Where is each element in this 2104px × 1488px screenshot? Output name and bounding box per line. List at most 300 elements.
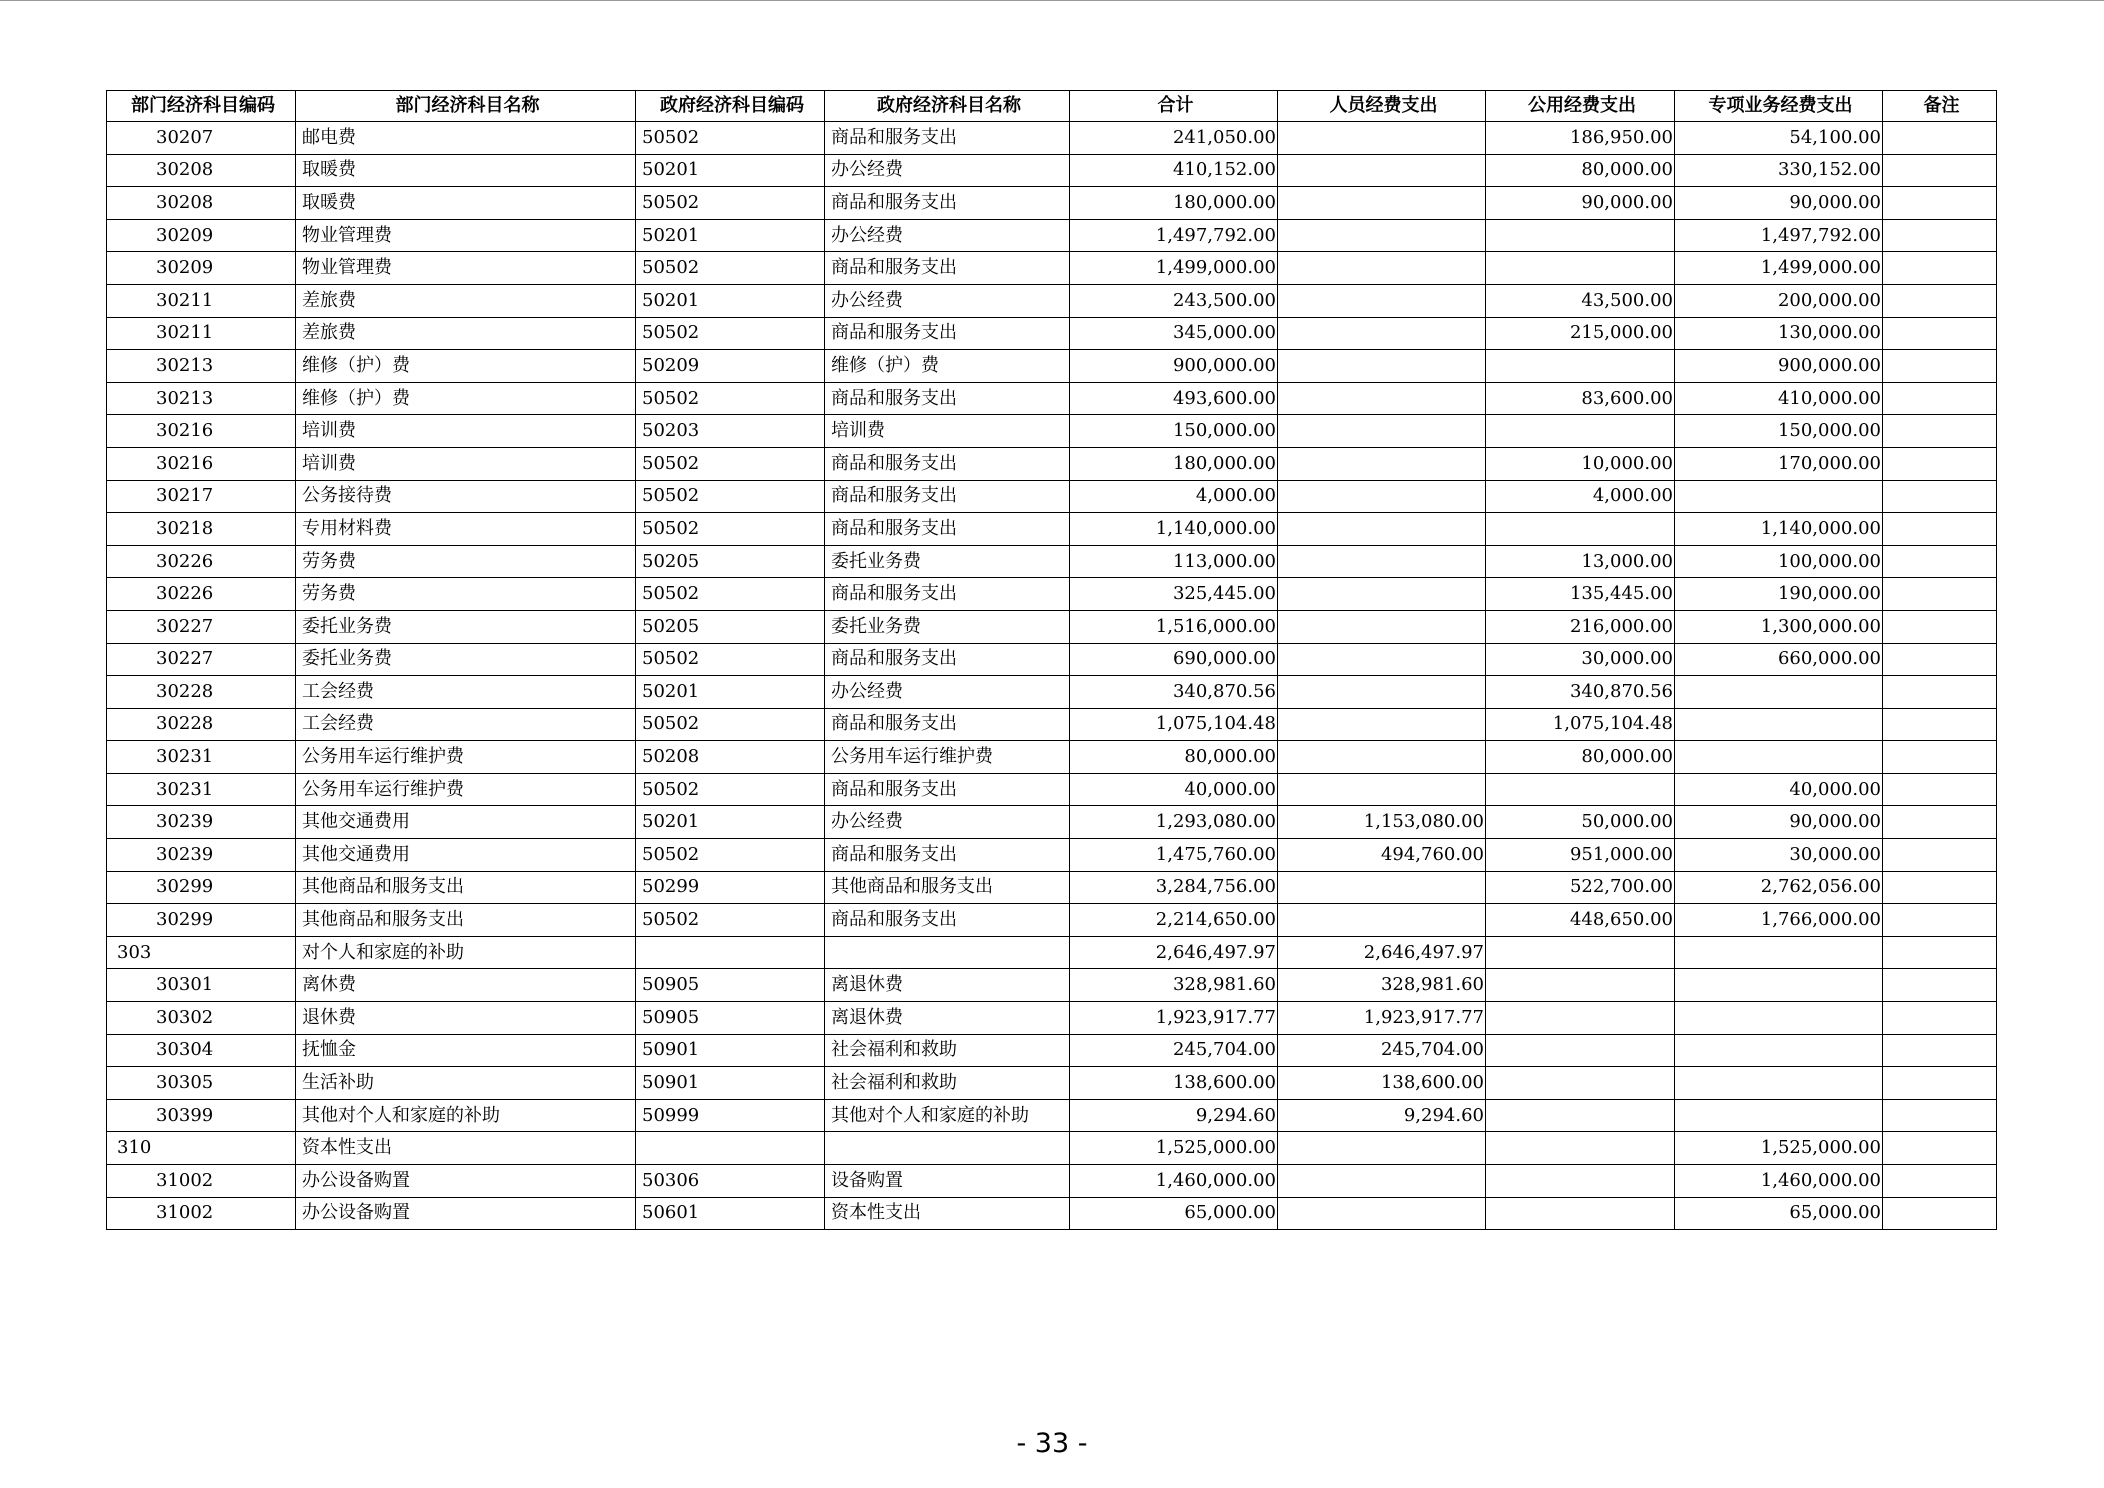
cell-public: 50,000.00 [1486, 806, 1675, 839]
cell-personnel: 1,923,917.77 [1278, 1002, 1486, 1035]
cell-remark [1883, 904, 1997, 937]
cell-special: 1,497,792.00 [1675, 219, 1883, 252]
cell-dept-name: 办公设备购置 [296, 1165, 636, 1198]
table-body [107, 122, 1997, 1230]
cell-remark [1883, 480, 1997, 513]
table-row [107, 415, 1997, 448]
cell-total: 410,152.00 [1070, 154, 1278, 187]
cell-personnel [1278, 447, 1486, 480]
table-row [107, 480, 1997, 513]
cell-dept-code: 30211 [107, 284, 296, 317]
cell-dept-code: 30216 [107, 447, 296, 480]
cell-gov-code: 50208 [636, 741, 825, 774]
cell-dept-name: 差旅费 [296, 317, 636, 350]
cell-public: 186,950.00 [1486, 122, 1675, 155]
cell-public: 135,445.00 [1486, 578, 1675, 611]
cell-dept-code: 310 [107, 1132, 296, 1165]
cell-public: 90,000.00 [1486, 187, 1675, 220]
cell-special: 1,499,000.00 [1675, 252, 1883, 285]
cell-special: 100,000.00 [1675, 545, 1883, 578]
cell-dept-name: 其他商品和服务支出 [296, 871, 636, 904]
cell-personnel [1278, 741, 1486, 774]
cell-personnel: 138,600.00 [1278, 1067, 1486, 1100]
cell-personnel: 328,981.60 [1278, 969, 1486, 1002]
cell-gov-code: 50299 [636, 871, 825, 904]
cell-personnel [1278, 122, 1486, 155]
table-row [107, 447, 1997, 480]
cell-remark [1883, 252, 1997, 285]
cell-gov-code: 50201 [636, 806, 825, 839]
cell-dept-code: 30239 [107, 806, 296, 839]
cell-personnel [1278, 610, 1486, 643]
header-remark: 备注 [1883, 91, 1997, 122]
cell-remark [1883, 676, 1997, 709]
cell-dept-name: 其他对个人和家庭的补助 [296, 1099, 636, 1132]
cell-gov-name: 商品和服务支出 [825, 578, 1070, 611]
table-row [107, 773, 1997, 806]
cell-dept-name: 公务用车运行维护费 [296, 741, 636, 774]
cell-special: 1,525,000.00 [1675, 1132, 1883, 1165]
cell-gov-name: 商品和服务支出 [825, 708, 1070, 741]
cell-public [1486, 513, 1675, 546]
cell-personnel [1278, 415, 1486, 448]
cell-public [1486, 1132, 1675, 1165]
cell-dept-code: 30213 [107, 350, 296, 383]
cell-dept-code: 30299 [107, 904, 296, 937]
cell-remark [1883, 415, 1997, 448]
table-row [107, 610, 1997, 643]
cell-gov-code: 50502 [636, 187, 825, 220]
header-dept-code: 部门经济科目编码 [107, 91, 296, 122]
cell-dept-code: 30227 [107, 610, 296, 643]
cell-gov-name: 商品和服务支出 [825, 773, 1070, 806]
cell-dept-code: 31002 [107, 1197, 296, 1230]
cell-special [1675, 936, 1883, 969]
cell-total: 2,646,497.97 [1070, 936, 1278, 969]
cell-remark [1883, 1002, 1997, 1035]
table-row [107, 936, 1997, 969]
cell-remark [1883, 741, 1997, 774]
cell-special [1675, 1099, 1883, 1132]
cell-special: 30,000.00 [1675, 839, 1883, 872]
cell-gov-code: 50502 [636, 382, 825, 415]
table-row [107, 806, 1997, 839]
cell-total: 3,284,756.00 [1070, 871, 1278, 904]
cell-total: 1,475,760.00 [1070, 839, 1278, 872]
cell-dept-name: 劳务费 [296, 545, 636, 578]
cell-gov-code: 50502 [636, 578, 825, 611]
cell-special: 150,000.00 [1675, 415, 1883, 448]
table-row [107, 513, 1997, 546]
cell-dept-code: 30231 [107, 741, 296, 774]
cell-gov-code: 50209 [636, 350, 825, 383]
cell-remark [1883, 187, 1997, 220]
cell-gov-name: 维修（护）费 [825, 350, 1070, 383]
cell-gov-code: 50601 [636, 1197, 825, 1230]
table-row [107, 871, 1997, 904]
cell-personnel [1278, 773, 1486, 806]
cell-gov-code: 50502 [636, 513, 825, 546]
cell-public: 43,500.00 [1486, 284, 1675, 317]
cell-gov-code: 50502 [636, 122, 825, 155]
cell-remark [1883, 708, 1997, 741]
table-row [107, 545, 1997, 578]
cell-gov-name: 商品和服务支出 [825, 839, 1070, 872]
cell-public [1486, 415, 1675, 448]
cell-total: 4,000.00 [1070, 480, 1278, 513]
cell-special [1675, 1067, 1883, 1100]
cell-public [1486, 1067, 1675, 1100]
cell-gov-name: 商品和服务支出 [825, 382, 1070, 415]
cell-remark [1883, 773, 1997, 806]
table-row [107, 219, 1997, 252]
cell-dept-name: 其他交通费用 [296, 839, 636, 872]
table-row [107, 904, 1997, 937]
header-personnel: 人员经费支出 [1278, 91, 1486, 122]
cell-dept-name: 差旅费 [296, 284, 636, 317]
table-row [107, 382, 1997, 415]
cell-gov-name: 公务用车运行维护费 [825, 741, 1070, 774]
cell-remark [1883, 1099, 1997, 1132]
cell-gov-name: 办公经费 [825, 219, 1070, 252]
cell-remark [1883, 1067, 1997, 1100]
cell-personnel [1278, 1132, 1486, 1165]
cell-public [1486, 773, 1675, 806]
cell-remark [1883, 513, 1997, 546]
table-row [107, 578, 1997, 611]
cell-remark [1883, 1197, 1997, 1230]
cell-special: 65,000.00 [1675, 1197, 1883, 1230]
cell-dept-code: 30217 [107, 480, 296, 513]
cell-total: 40,000.00 [1070, 773, 1278, 806]
cell-dept-name: 取暖费 [296, 154, 636, 187]
cell-special: 330,152.00 [1675, 154, 1883, 187]
cell-dept-name: 物业管理费 [296, 219, 636, 252]
cell-gov-name: 培训费 [825, 415, 1070, 448]
cell-special: 40,000.00 [1675, 773, 1883, 806]
cell-public: 215,000.00 [1486, 317, 1675, 350]
cell-personnel [1278, 382, 1486, 415]
cell-gov-code: 50502 [636, 252, 825, 285]
cell-dept-code: 30213 [107, 382, 296, 415]
table-row [107, 643, 1997, 676]
cell-special [1675, 708, 1883, 741]
cell-special: 130,000.00 [1675, 317, 1883, 350]
cell-gov-name: 离退休费 [825, 969, 1070, 1002]
cell-gov-name: 商品和服务支出 [825, 122, 1070, 155]
budget-table-container [106, 90, 1996, 1230]
cell-personnel [1278, 578, 1486, 611]
cell-dept-code: 30208 [107, 187, 296, 220]
cell-dept-code: 30218 [107, 513, 296, 546]
cell-gov-code: 50502 [636, 708, 825, 741]
top-border-line [0, 0, 2104, 1]
cell-gov-name: 社会福利和救助 [825, 1067, 1070, 1100]
cell-public: 13,000.00 [1486, 545, 1675, 578]
cell-special [1675, 1034, 1883, 1067]
cell-total: 1,499,000.00 [1070, 252, 1278, 285]
cell-public [1486, 1002, 1675, 1035]
cell-dept-code: 30231 [107, 773, 296, 806]
cell-gov-code: 50201 [636, 676, 825, 709]
cell-total: 1,140,000.00 [1070, 513, 1278, 546]
cell-gov-code: 50205 [636, 610, 825, 643]
cell-public: 80,000.00 [1486, 741, 1675, 774]
cell-gov-name: 离退休费 [825, 1002, 1070, 1035]
cell-gov-name: 办公经费 [825, 806, 1070, 839]
cell-dept-name: 劳务费 [296, 578, 636, 611]
cell-personnel [1278, 284, 1486, 317]
cell-total: 1,516,000.00 [1070, 610, 1278, 643]
cell-gov-code: 50201 [636, 284, 825, 317]
cell-total: 9,294.60 [1070, 1099, 1278, 1132]
cell-remark [1883, 122, 1997, 155]
table-row [107, 187, 1997, 220]
header-special: 专项业务经费支出 [1675, 91, 1883, 122]
table-row [107, 1165, 1997, 1198]
cell-dept-name: 培训费 [296, 447, 636, 480]
cell-dept-code: 30226 [107, 578, 296, 611]
cell-dept-name: 其他商品和服务支出 [296, 904, 636, 937]
cell-public [1486, 1099, 1675, 1132]
cell-personnel [1278, 350, 1486, 383]
cell-gov-name: 设备购置 [825, 1165, 1070, 1198]
cell-dept-name: 工会经费 [296, 676, 636, 709]
cell-dept-code: 30228 [107, 676, 296, 709]
cell-total: 900,000.00 [1070, 350, 1278, 383]
cell-remark [1883, 1165, 1997, 1198]
cell-total: 243,500.00 [1070, 284, 1278, 317]
cell-gov-code: 50905 [636, 1002, 825, 1035]
cell-dept-code: 30209 [107, 219, 296, 252]
cell-total: 1,293,080.00 [1070, 806, 1278, 839]
cell-gov-name: 委托业务费 [825, 545, 1070, 578]
cell-dept-name: 维修（护）费 [296, 382, 636, 415]
cell-gov-code: 50502 [636, 317, 825, 350]
cell-remark [1883, 871, 1997, 904]
cell-total: 80,000.00 [1070, 741, 1278, 774]
cell-gov-code: 50901 [636, 1034, 825, 1067]
cell-dept-name: 培训费 [296, 415, 636, 448]
cell-remark [1883, 1034, 1997, 1067]
cell-personnel [1278, 643, 1486, 676]
cell-remark [1883, 317, 1997, 350]
cell-dept-code: 30304 [107, 1034, 296, 1067]
cell-public: 10,000.00 [1486, 447, 1675, 480]
cell-gov-name: 办公经费 [825, 154, 1070, 187]
table-header-row [107, 91, 1997, 122]
cell-dept-name: 专用材料费 [296, 513, 636, 546]
cell-public [1486, 969, 1675, 1002]
cell-gov-name [825, 936, 1070, 969]
cell-dept-name: 委托业务费 [296, 643, 636, 676]
cell-gov-code: 50502 [636, 480, 825, 513]
cell-gov-name: 商品和服务支出 [825, 447, 1070, 480]
cell-dept-code: 30302 [107, 1002, 296, 1035]
cell-dept-name: 邮电费 [296, 122, 636, 155]
cell-total: 245,704.00 [1070, 1034, 1278, 1067]
cell-gov-code: 50999 [636, 1099, 825, 1132]
cell-public [1486, 936, 1675, 969]
cell-gov-name [825, 1132, 1070, 1165]
cell-special: 660,000.00 [1675, 643, 1883, 676]
cell-dept-code: 30305 [107, 1067, 296, 1100]
cell-remark [1883, 545, 1997, 578]
cell-dept-name: 退休费 [296, 1002, 636, 1035]
cell-gov-name: 委托业务费 [825, 610, 1070, 643]
cell-personnel [1278, 676, 1486, 709]
table-row [107, 154, 1997, 187]
cell-dept-code: 30227 [107, 643, 296, 676]
cell-dept-name: 物业管理费 [296, 252, 636, 285]
cell-gov-code: 50901 [636, 1067, 825, 1100]
cell-gov-name: 社会福利和救助 [825, 1034, 1070, 1067]
cell-gov-name: 其他商品和服务支出 [825, 871, 1070, 904]
cell-remark [1883, 382, 1997, 415]
cell-gov-name: 资本性支出 [825, 1197, 1070, 1230]
header-gov-code: 政府经济科目编码 [636, 91, 825, 122]
cell-special: 54,100.00 [1675, 122, 1883, 155]
cell-special: 200,000.00 [1675, 284, 1883, 317]
cell-total: 345,000.00 [1070, 317, 1278, 350]
cell-personnel [1278, 219, 1486, 252]
cell-personnel: 494,760.00 [1278, 839, 1486, 872]
cell-personnel [1278, 1165, 1486, 1198]
cell-gov-code: 50502 [636, 839, 825, 872]
cell-gov-code: 50905 [636, 969, 825, 1002]
cell-dept-name: 取暖费 [296, 187, 636, 220]
cell-total: 1,460,000.00 [1070, 1165, 1278, 1198]
cell-total: 493,600.00 [1070, 382, 1278, 415]
cell-special: 90,000.00 [1675, 806, 1883, 839]
cell-gov-code: 50201 [636, 154, 825, 187]
cell-dept-name: 公务接待费 [296, 480, 636, 513]
cell-remark [1883, 350, 1997, 383]
cell-special: 170,000.00 [1675, 447, 1883, 480]
cell-gov-code [636, 1132, 825, 1165]
cell-remark [1883, 969, 1997, 1002]
cell-gov-name: 商品和服务支出 [825, 513, 1070, 546]
cell-gov-code: 50502 [636, 643, 825, 676]
cell-dept-name: 维修（护）费 [296, 350, 636, 383]
cell-gov-code: 50502 [636, 904, 825, 937]
cell-special [1675, 676, 1883, 709]
cell-public [1486, 350, 1675, 383]
cell-remark [1883, 806, 1997, 839]
header-dept-name: 部门经济科目名称 [296, 91, 636, 122]
table-row [107, 1067, 1997, 1100]
cell-remark [1883, 219, 1997, 252]
cell-personnel [1278, 904, 1486, 937]
table-row [107, 1034, 1997, 1067]
cell-dept-code: 30207 [107, 122, 296, 155]
cell-special: 410,000.00 [1675, 382, 1883, 415]
cell-public: 951,000.00 [1486, 839, 1675, 872]
cell-dept-name: 办公设备购置 [296, 1197, 636, 1230]
cell-personnel [1278, 480, 1486, 513]
cell-public: 80,000.00 [1486, 154, 1675, 187]
table-row [107, 1002, 1997, 1035]
cell-gov-name: 商品和服务支出 [825, 643, 1070, 676]
cell-public: 216,000.00 [1486, 610, 1675, 643]
table-row [107, 317, 1997, 350]
table-row [107, 1099, 1997, 1132]
table-row [107, 839, 1997, 872]
cell-dept-code: 30228 [107, 708, 296, 741]
cell-personnel: 245,704.00 [1278, 1034, 1486, 1067]
cell-gov-name: 办公经费 [825, 284, 1070, 317]
cell-total: 1,923,917.77 [1070, 1002, 1278, 1035]
table-row [107, 1197, 1997, 1230]
cell-special: 1,766,000.00 [1675, 904, 1883, 937]
cell-gov-code: 50502 [636, 447, 825, 480]
cell-dept-name: 抚恤金 [296, 1034, 636, 1067]
cell-remark [1883, 284, 1997, 317]
cell-remark [1883, 154, 1997, 187]
cell-dept-name: 公务用车运行维护费 [296, 773, 636, 806]
cell-remark [1883, 1132, 1997, 1165]
cell-dept-name: 工会经费 [296, 708, 636, 741]
cell-remark [1883, 610, 1997, 643]
cell-public [1486, 252, 1675, 285]
cell-gov-name: 办公经费 [825, 676, 1070, 709]
cell-special: 900,000.00 [1675, 350, 1883, 383]
table-row [107, 708, 1997, 741]
cell-special: 1,460,000.00 [1675, 1165, 1883, 1198]
cell-gov-code: 50203 [636, 415, 825, 448]
cell-gov-code: 50201 [636, 219, 825, 252]
cell-remark [1883, 578, 1997, 611]
header-gov-name: 政府经济科目名称 [825, 91, 1070, 122]
cell-public: 340,870.56 [1486, 676, 1675, 709]
table-row [107, 676, 1997, 709]
cell-total: 325,445.00 [1070, 578, 1278, 611]
cell-public [1486, 219, 1675, 252]
cell-total: 1,525,000.00 [1070, 1132, 1278, 1165]
cell-personnel [1278, 1197, 1486, 1230]
cell-total: 138,600.00 [1070, 1067, 1278, 1100]
cell-gov-code: 50306 [636, 1165, 825, 1198]
cell-total: 65,000.00 [1070, 1197, 1278, 1230]
cell-gov-name: 其他对个人和家庭的补助 [825, 1099, 1070, 1132]
cell-dept-name: 离休费 [296, 969, 636, 1002]
cell-personnel: 9,294.60 [1278, 1099, 1486, 1132]
cell-total: 113,000.00 [1070, 545, 1278, 578]
cell-total: 180,000.00 [1070, 447, 1278, 480]
cell-remark [1883, 839, 1997, 872]
budget-expenditure-table [106, 90, 1997, 1230]
cell-dept-code: 31002 [107, 1165, 296, 1198]
cell-dept-code: 303 [107, 936, 296, 969]
cell-dept-name: 资本性支出 [296, 1132, 636, 1165]
cell-dept-code: 30299 [107, 871, 296, 904]
cell-dept-name: 其他交通费用 [296, 806, 636, 839]
table-row [107, 284, 1997, 317]
cell-dept-code: 30208 [107, 154, 296, 187]
cell-gov-name: 商品和服务支出 [825, 317, 1070, 350]
cell-special [1675, 741, 1883, 774]
cell-special [1675, 1002, 1883, 1035]
cell-gov-code: 50502 [636, 773, 825, 806]
cell-personnel [1278, 154, 1486, 187]
cell-total: 340,870.56 [1070, 676, 1278, 709]
table-row [107, 350, 1997, 383]
header-total: 合计 [1070, 91, 1278, 122]
cell-special: 90,000.00 [1675, 187, 1883, 220]
cell-total: 328,981.60 [1070, 969, 1278, 1002]
table-row [107, 1132, 1997, 1165]
cell-public: 1,075,104.48 [1486, 708, 1675, 741]
